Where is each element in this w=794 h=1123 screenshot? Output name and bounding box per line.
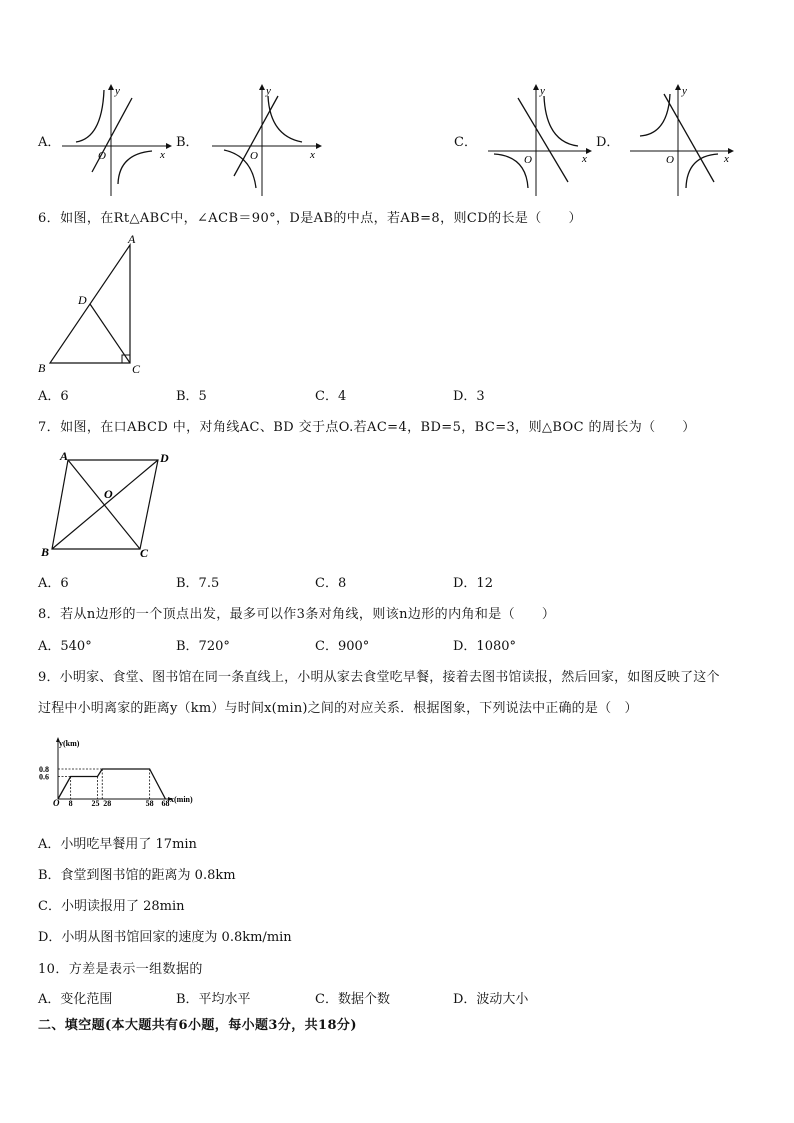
y-axis-label: y — [682, 85, 687, 97]
y-axis-label: y — [266, 85, 271, 97]
q7-option-b: B．7.5 — [176, 576, 220, 591]
q5-option-d-graph — [630, 84, 740, 196]
q5-option-c-graph — [488, 84, 598, 196]
q9-stem-line1: 9．小明家、食堂、图书馆在同一条直线上，小明从家去食堂吃早餐，接着去图书馆读报，然后回家，如图反映了这个 — [38, 670, 720, 685]
y-tick-label: 0.6 — [39, 772, 49, 782]
y-axis-label: y — [540, 85, 545, 97]
y-axis-title: y(km) — [59, 739, 80, 748]
origin-label: O — [98, 150, 106, 162]
q6-option-d: D．3 — [453, 389, 485, 404]
vertex-d-label: D — [78, 293, 87, 307]
vertex-a-label: A — [128, 232, 136, 246]
q5-option-b-label: B． — [176, 135, 199, 150]
vertex-c-label: C — [132, 362, 141, 376]
q5-option-a-label: A． — [38, 135, 61, 150]
x-tick-label: 58 — [145, 799, 154, 808]
x-tick-label: 8 — [68, 799, 73, 808]
x-tick-label: 28 — [103, 799, 112, 808]
q10-option-d: D．波动大小 — [453, 992, 529, 1007]
q7-option-c: C．8 — [315, 576, 347, 591]
q9-stem-line2: 过程中小明离家的距离y（km）与时间x(min)之间的对应关系．根据图象，下列说法中正确的是（ ） — [38, 701, 638, 716]
q8-option-a: A．540° — [38, 639, 92, 654]
y-tick-label: 0.8 — [39, 765, 49, 774]
q6-option-a: A．6 — [38, 389, 69, 404]
x-axis-title: x(min) — [170, 795, 193, 804]
q5-option-b-graph — [212, 84, 322, 196]
center-o-label: O — [104, 487, 113, 501]
q9-option-a: A．小明吃早餐用了 17min — [38, 837, 197, 852]
q10-option-c: C．数据个数 — [315, 992, 390, 1007]
q10-stem: 10．方差是表示一组数据的 — [38, 962, 203, 977]
q9-distance-time-chart — [36, 736, 206, 806]
origin-label: O — [250, 150, 258, 162]
q8-option-c: C．900° — [315, 639, 370, 654]
q9-option-c: C．小明读报用了 28min — [38, 899, 185, 914]
q7-option-d: D．12 — [453, 576, 493, 591]
q7-stem: 7．如图，在口ABCD 中，对角线AC、BD 交于点O.若AC=4，BD=5，BC=3，则△BOC 的周长为（ ） — [38, 420, 696, 435]
origin-label: O — [53, 798, 60, 808]
origin-label: O — [524, 154, 532, 166]
x-axis-label: x — [160, 149, 165, 161]
q10-option-b: B．平均水平 — [176, 992, 251, 1007]
y-axis-label: y — [115, 85, 120, 97]
q5-option-d-label: D． — [596, 135, 620, 150]
q10-option-a: A．变化范围 — [38, 992, 113, 1007]
q6-stem: 6．如图，在Rt△ABC中，∠ACB＝90°，D是AB的中点，若AB=8，则CD的长是（ ） — [38, 211, 582, 226]
q5-option-c-label: C． — [454, 135, 477, 150]
q7-option-a: A．6 — [38, 576, 69, 591]
q5-option-a-graph — [62, 84, 172, 196]
q6-option-c: C．4 — [315, 389, 347, 404]
q8-stem: 8．若从n边形的一个顶点出发，最多可以作3条对角线，则该n边形的内角和是（ ） — [38, 607, 556, 622]
q9-option-b: B．食堂到图书馆的距离为 0.8km — [38, 868, 236, 883]
q9-option-d: D．小明从图书馆回家的速度为 0.8km/min — [38, 930, 292, 945]
x-axis-label: x — [582, 153, 587, 165]
origin-label: O — [666, 154, 674, 166]
x-axis-label: x — [310, 149, 315, 161]
q8-option-d: D．1080° — [453, 639, 517, 654]
vertex-b-label: B — [38, 361, 46, 375]
q6-triangle-figure — [36, 232, 146, 378]
x-tick-label: 25 — [91, 799, 100, 808]
q8-option-b: B．720° — [176, 639, 230, 654]
section-2-title: 二、填空题(本大题共有6小题，每小题3分，共18分) — [38, 1018, 357, 1033]
vertex-c-label: C — [140, 546, 149, 560]
vertex-d-label: D — [160, 451, 169, 465]
x-tick-label: 68 — [161, 799, 170, 808]
vertex-b-label: B — [41, 545, 50, 559]
vertex-a-label: A — [60, 449, 69, 463]
q6-option-b: B．5 — [176, 389, 207, 404]
x-axis-label: x — [724, 153, 729, 165]
q7-parallelogram-figure — [38, 448, 178, 560]
